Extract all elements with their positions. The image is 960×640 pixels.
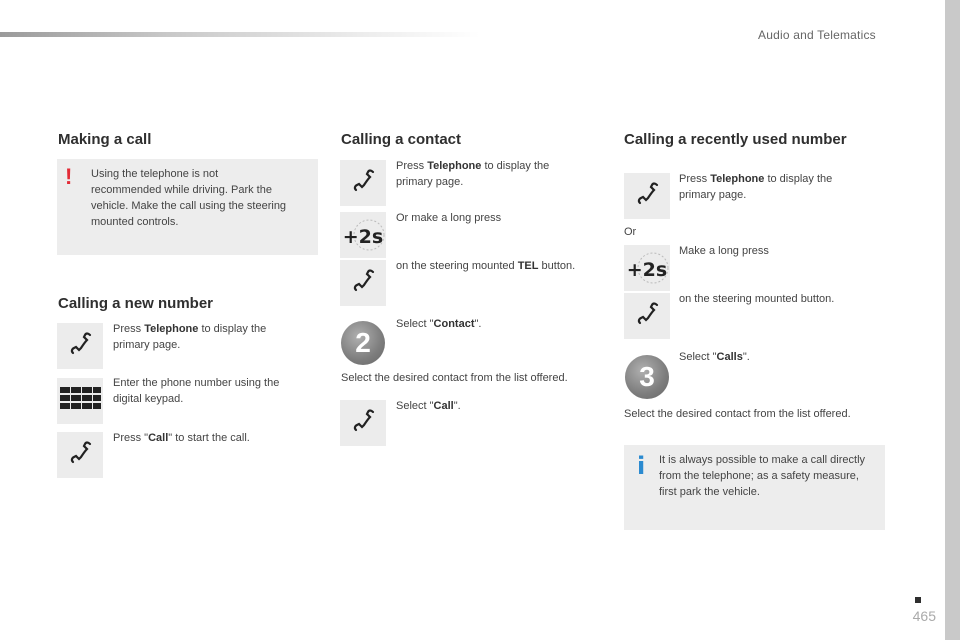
section-title-contact: Calling a contact xyxy=(341,131,462,148)
phone-icon xyxy=(624,173,670,219)
phone-icon xyxy=(57,432,103,478)
new-number-step-1: Press Telephone to display the primary page. xyxy=(113,323,267,351)
recent-step-2: Make a long press xyxy=(679,245,769,257)
step-number-3: 3 xyxy=(625,355,669,399)
step-number-2: 2 xyxy=(341,321,385,365)
recent-step-1: Press Telephone to display the primary page. xyxy=(679,173,833,201)
recent-step-4: Select "Calls". xyxy=(679,351,750,363)
contact-step-3: on the steering mounted TEL button. xyxy=(396,260,576,272)
phone-icon xyxy=(57,323,103,369)
new-number-step-2: Enter the phone number using the digital keypad. xyxy=(113,377,280,405)
recent-step-5: Select the desired contact from the list offered. xyxy=(624,408,851,420)
page-marker xyxy=(915,597,921,603)
keypad-icon xyxy=(57,378,103,424)
contact-step-1: Press Telephone to display the primary page. xyxy=(396,160,550,188)
phone-icon xyxy=(624,293,670,339)
phone-icon xyxy=(340,260,386,306)
warning-text: Using the telephone is not recommended while driving. Park the vehicle. Make the call using the steering mounted controls. xyxy=(91,168,287,228)
long-press-badge: +2s xyxy=(342,226,384,248)
section-title-new-number: Calling a new number xyxy=(58,295,214,312)
warning-icon: ! xyxy=(65,164,73,189)
info-text: It is always possible to make a call directly from the telephone; as a safety measure, first park the vehicle. xyxy=(659,454,866,498)
long-press-icon xyxy=(624,245,670,291)
page-edge-strip xyxy=(945,0,960,640)
header-rule xyxy=(0,32,480,37)
recent-step-3: on the steering mounted button. xyxy=(679,293,835,305)
page-header-title: Audio and Telematics xyxy=(758,28,876,42)
section-title-recent: Calling a recently used number xyxy=(624,131,847,148)
new-number-step-3: Press "Call" to start the call. xyxy=(113,432,250,444)
phone-icon xyxy=(340,160,386,206)
section-title-making-call: Making a call xyxy=(58,131,152,148)
page-number: 465 xyxy=(912,608,936,624)
or-label: Or xyxy=(624,226,637,238)
phone-icon xyxy=(340,400,386,446)
contact-step-2: Or make a long press xyxy=(396,212,502,224)
long-press-badge: +2s xyxy=(626,259,668,281)
contact-step-4: Select "Contact". xyxy=(396,318,482,330)
long-press-icon xyxy=(340,212,386,258)
contact-step-5: Select the desired contact from the list offered. xyxy=(341,372,568,384)
contact-step-6: Select "Call". xyxy=(396,400,461,412)
info-icon: i xyxy=(637,452,646,480)
